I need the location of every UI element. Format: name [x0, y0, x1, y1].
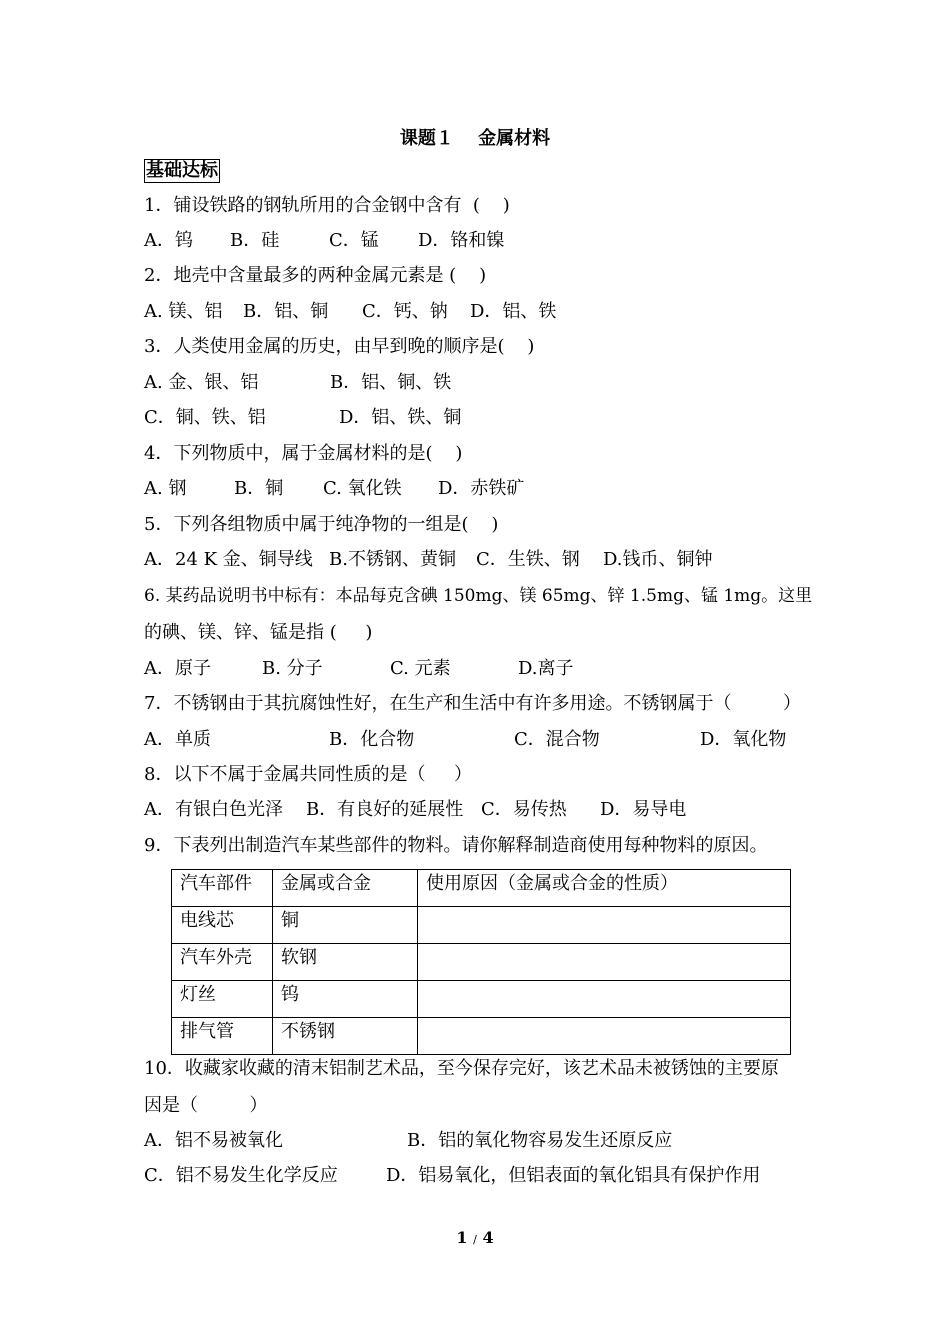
q6-option-c: C. 元素	[390, 658, 451, 679]
table-cell: 电线芯	[172, 907, 273, 944]
question-9-stem: 9．下表列出制造汽车某些部件的物料。请你解释制造商使用每种物料的原因。	[144, 835, 768, 856]
question-3-stem: 3．人类使用金属的历史，由早到晚的顺序是( )	[144, 336, 535, 357]
q1-option-a: A．钨	[144, 230, 193, 251]
question-2-stem: 2．地壳中含量最多的两种金属元素是 ( )	[144, 265, 487, 286]
q5-option-a: A．24 K 金、铜导线	[144, 549, 313, 570]
table-row	[172, 944, 791, 981]
q3-option-b: B．铝、铜、铁	[330, 372, 452, 393]
table-header: 使用原因（金属或合金的性质）	[418, 870, 791, 907]
q7-option-d: D．氧化物	[700, 729, 787, 750]
table-cell: 汽车外壳	[172, 944, 273, 981]
q1-option-b: B．硅	[230, 230, 280, 251]
section-label: 基础达标	[146, 160, 218, 181]
q2-option-d: D．铝、铁	[470, 301, 557, 322]
q1-option-c: C．锰	[329, 230, 379, 251]
q6-option-d: D.离子	[518, 658, 574, 679]
q10-option-a: A．铝不易被氧化	[144, 1130, 283, 1151]
q10-option-b: B．铝的氧化物容易发生还原反应	[407, 1130, 673, 1151]
q8-option-b: B．有良好的延展性	[306, 799, 464, 820]
q5-option-d: D.钱币、铜钟	[603, 549, 713, 570]
question-10-stem-cont: 因是（ ）	[144, 1095, 268, 1116]
question-6-stem-cont: 的碘、镁、锌、锰是指 ( )	[144, 622, 373, 643]
q3-option-c: C．铜、铁、铝	[144, 407, 266, 428]
question-4-stem: 4．下列物质中，属于金属材料的是( )	[144, 443, 463, 464]
total-pages: 4	[482, 1228, 494, 1247]
q7-option-b: B．化合物	[329, 729, 415, 750]
car-parts-table	[171, 869, 791, 1055]
page-separator: /	[473, 1233, 477, 1246]
question-7-stem: 7．不锈钢由于其抗腐蚀性好，在生产和生活中有许多用途。不锈钢属于（ ）	[144, 693, 801, 714]
q1-option-d: D．铬和镍	[418, 230, 505, 251]
table-cell: 灯丝	[172, 981, 273, 1018]
q10-option-d: D．铝易氧化，但铝表面的氧化铝具有保护作用	[386, 1165, 761, 1186]
question-10-stem: 10．收藏家收藏的清末铝制艺术品，至今保存完好，该艺术品未被锈蚀的主要原	[144, 1058, 779, 1079]
table-row	[172, 981, 791, 1018]
q8-option-a: A．有银白色光泽	[144, 799, 283, 820]
q10-option-c: C．铝不易发生化学反应	[144, 1165, 338, 1186]
q7-option-c: C．混合物	[514, 729, 600, 750]
q4-option-d: D．赤铁矿	[438, 478, 525, 499]
q5-option-c: C．生铁、钢	[476, 549, 580, 570]
table-cell: 排气管	[172, 1018, 273, 1055]
q7-option-a: A．单质	[144, 729, 211, 750]
q2-option-b: B．铝、铜	[243, 301, 329, 322]
table-header: 金属或合金	[273, 870, 418, 907]
q3-option-d: D．铝、铁、铜	[339, 407, 462, 428]
table-cell: 不锈钢	[273, 1018, 418, 1055]
q2-option-a: A. 镁、铝	[144, 301, 223, 322]
q6-option-a: A．原子	[144, 658, 211, 679]
page-title: 课题１ 金属材料	[399, 128, 551, 149]
q8-option-c: C．易传热	[481, 799, 567, 820]
q2-option-c: C．钙、钠	[362, 301, 448, 322]
page-number	[0, 1228, 950, 1247]
q8-option-d: D．易导电	[600, 799, 687, 820]
question-5-stem: 5．下列各组物质中属于纯净物的一组是( )	[144, 514, 499, 535]
table-cell-answer	[418, 1018, 791, 1055]
table-row	[172, 907, 791, 944]
q6-option-b: B. 分子	[262, 658, 323, 679]
table-cell: 钨	[273, 981, 418, 1018]
q4-option-c: C. 氧化铁	[323, 478, 402, 499]
table-header: 汽车部件	[172, 870, 273, 907]
table-cell-answer	[418, 944, 791, 981]
table-header-row	[172, 870, 791, 907]
question-8-stem: 8．以下不属于金属共同性质的是（ ）	[144, 764, 473, 785]
table-cell: 软钢	[273, 944, 418, 981]
table-cell: 铜	[273, 907, 418, 944]
question-6-stem: 6. 某药品说明书中标有：本品每克含碘 150mg、镁 65mg、锌 1.5mg、锰 1mg。这里	[144, 586, 813, 606]
table-cell-answer	[418, 907, 791, 944]
question-1-stem: 1．铺设铁路的钢轨所用的合金钢中含有 ( )	[144, 195, 510, 216]
current-page: 1	[456, 1228, 468, 1247]
q4-option-a: A. 钢	[144, 478, 187, 499]
q4-option-b: B．铜	[234, 478, 284, 499]
q3-option-a: A. 金、银、铝	[144, 372, 259, 393]
q5-option-b: B.不锈钢、黄铜	[329, 549, 456, 570]
table-row	[172, 1018, 791, 1055]
table-cell-answer	[418, 981, 791, 1018]
